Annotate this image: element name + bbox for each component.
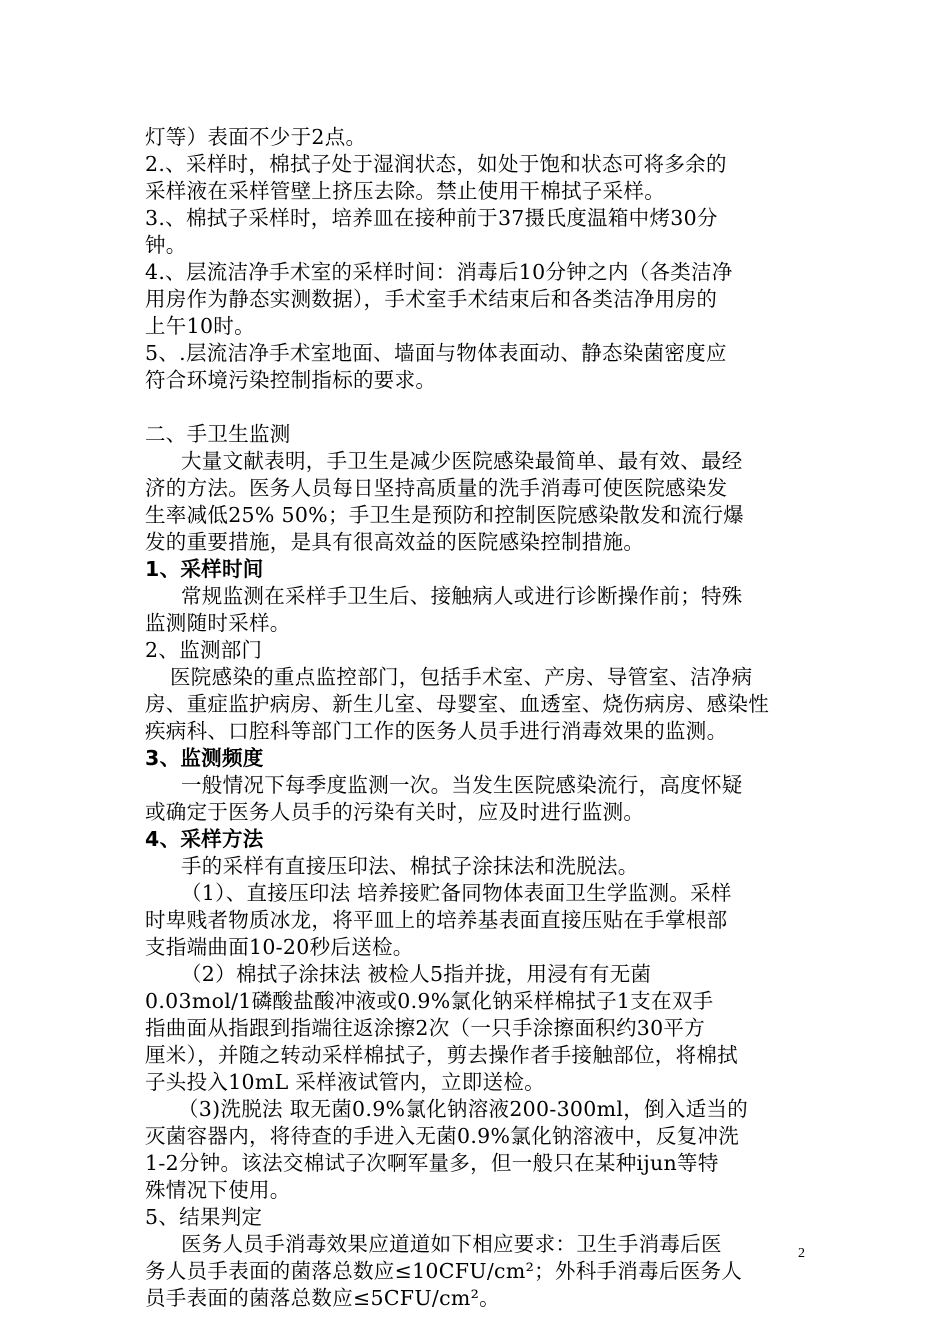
text-line: 或确定于医务人员手的污染有关时，应及时进行监测。 [145, 800, 645, 824]
text-line: （3)洗脱法 取无菌0.9%氯化钠溶液200-300ml，倒入适当的 [178, 1097, 749, 1121]
text-line: 0.03mol/1磷酸盐酸冲液或0.9%氯化钠采样棉拭子1支在双手 [145, 989, 714, 1013]
text-line: 医院感染的重点监控部门，包括手术室、产房、导管室、洁净病 [170, 665, 753, 689]
subsection-heading: 3、监测频度 [145, 746, 264, 770]
text-line: 指曲面从指跟到指端往返涂擦2次（一只手涂擦面积约30平方 [145, 1016, 706, 1040]
text-line: 钟。 [145, 233, 187, 257]
text-line: 子头投入10mL 采样液试管内，立即送检。 [145, 1070, 545, 1094]
text-line: 医务人员手消毒效果应道道如下相应要求：卫生手消毒后医 [181, 1232, 722, 1256]
text-line: 员手表面的菌落总数应≤5CFU/cm²。 [145, 1286, 500, 1310]
text-line: 大量文献表明，手卫生是减少医院感染最简单、最有效、最经 [181, 449, 743, 473]
subsection-heading: 2、监测部门 [145, 638, 263, 662]
text-line: 房、重症监护病房、新生儿室、母婴室、血透室、烧伤病房、感染性 [145, 692, 769, 716]
text-line: 常规监测在采样手卫生后、接触病人或进行诊断操作前；特殊 [181, 584, 743, 608]
text-line: 3.、棉拭子采样时，培养皿在接种前于37摄氏度温箱中烤30分 [145, 206, 718, 230]
text-line: 采样液在采样管壁上挤压去除。禁止使用干棉拭子采样。 [145, 179, 665, 203]
subsection-heading: 1、采样时间 [145, 557, 264, 581]
text-line: 上午10时。 [145, 314, 255, 338]
text-line: 务人员手表面的菌落总数应≤10CFU/cm²；外科手消毒后医务人 [145, 1259, 743, 1283]
text-line: 济的方法。医务人员每日坚持高质量的洗手消毒可使医院感染发 [145, 476, 728, 500]
section-heading: 二、手卫生监测 [145, 422, 291, 446]
text-line: 手的采样有直接压印法、棉拭子涂抹法和洗脱法。 [181, 854, 639, 878]
text-line: 监测随时采样。 [145, 611, 291, 635]
text-line: 生率减低25% 50%；手卫生是预防和控制医院感染散发和流行爆 [145, 503, 744, 527]
text-line: 5、.层流洁净手术室地面、墙面与物体表面动、静态染菌密度应 [145, 341, 727, 365]
subsection-heading: 5、结果判定 [145, 1205, 263, 1229]
text-line: 用房作为静态实测数据），手术室手术结束后和各类洁净用房的 [145, 287, 718, 311]
text-line: 殊情况下使用。 [145, 1178, 291, 1202]
text-line: 灯等）表面不少于2点。 [145, 125, 367, 149]
text-line: 灭菌容器内，将待查的手进入无菌0.9%氯化钠溶液中，反复冲洗 [145, 1124, 740, 1148]
page-number: 2 [798, 1246, 805, 1261]
text-line: 4.、层流洁净手术室的采样时间：消毒后10分钟之内（各类洁净 [145, 260, 733, 284]
text-line: 支指端曲面10-20秒后送检。 [145, 935, 414, 959]
text-line: 发的重要措施，是具有很高效益的医院感染控制措施。 [145, 530, 645, 554]
text-line: 符合环境污染控制指标的要求。 [145, 368, 437, 392]
text-line: 厘米），并随之转动采样棉拭子，剪去操作者手接触部位，将棉拭 [145, 1043, 738, 1067]
text-line: 时卑贱者物质冰龙，将平皿上的培养基表面直接压贴在手掌根部 [145, 908, 728, 932]
text-line: 疾病科、口腔科等部门工作的医务人员手进行消毒效果的监测。 [145, 719, 728, 743]
text-line: 一般情况下每季度监测一次。当发生医院感染流行，高度怀疑 [181, 773, 743, 797]
text-line: 1-2分钟。该法交棉试子次啊军量多，但一般只在某种ijun等特 [145, 1151, 719, 1175]
subsection-heading: 4、采样方法 [145, 827, 264, 851]
text-line: 2.、采样时，棉拭子处于湿润状态，如处于饱和状态可将多余的 [145, 152, 727, 176]
text-line: （2）棉拭子涂抹法 被检人5指并拢，用浸有有无菌 [181, 962, 652, 986]
text-line: （1）、直接压印法 培养接贮备同物体表面卫生学监测。采样 [181, 881, 732, 905]
